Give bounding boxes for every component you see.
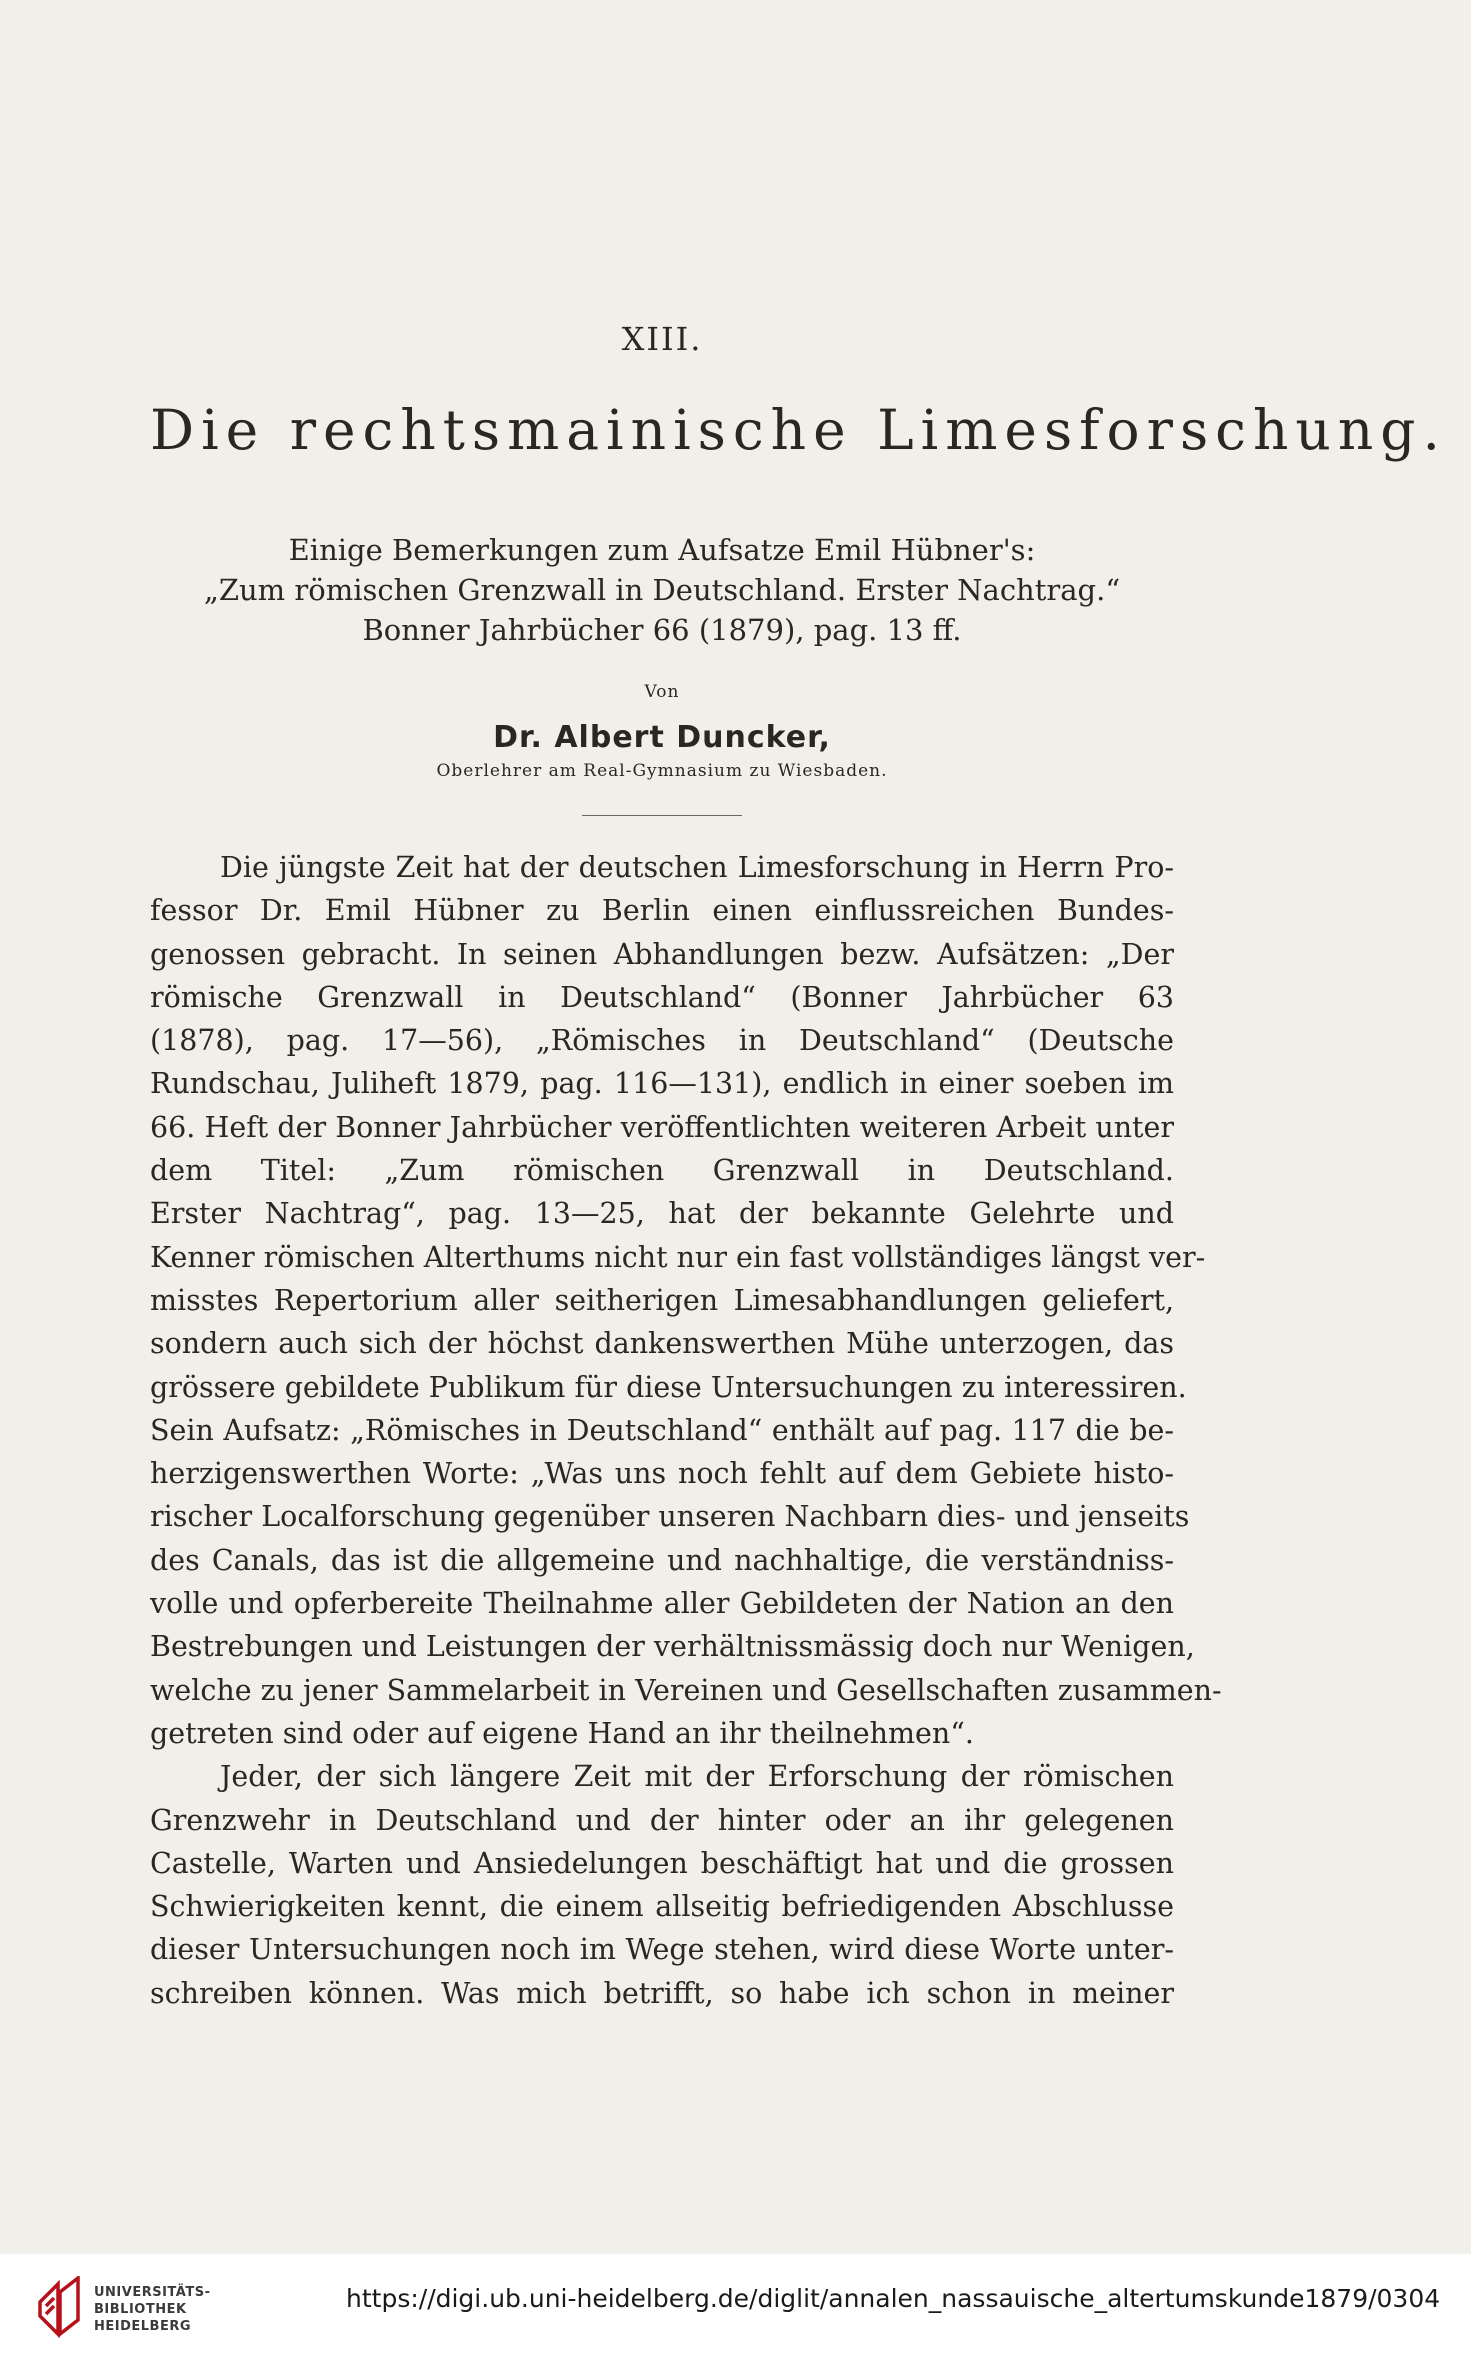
body-line: sondern auch sich der höchst dankenswerthen Mühe unterzogen, das: [150, 1327, 1174, 1361]
body-line: getreten sind oder auf eigene Hand an ihr theilnehmen“.: [150, 1716, 974, 1750]
body-line: grössere gebildete Publikum für diese Untersuchungen zu interessiren.: [150, 1370, 1187, 1404]
body-line: herzigenswerthen Worte: „Was uns noch fehlt auf dem Gebiete histo-: [150, 1457, 1174, 1491]
body-text: [150, 846, 1222, 2015]
permalink-url[interactable]: https://digi.ub.uni-heidelberg.de/diglit/annalen_nassauische_altertumskunde1879/0304: [346, 2284, 1441, 2313]
body-line: Schwierigkeiten kennt, die einem allseitig befriedigenden Abschlusse: [150, 1890, 1174, 1924]
article-subtitle: [150, 530, 1174, 650]
body-line: schreiben können. Was mich betrifft, so habe ich schon in meiner: [150, 1976, 1174, 2010]
body-line: Grenzwehr in Deutschland und der hinter oder an ihr gelegenen: [150, 1803, 1174, 1837]
body-line: dem Titel: „Zum römischen Grenzwall in Deutschland.: [150, 1154, 1174, 1188]
library-name-line: BIBLIOTHEK: [94, 2302, 187, 2317]
article-title: Die rechtsmainische Limesforschung.: [150, 398, 1447, 462]
body-line: 66. Heft der Bonner Jahrbücher veröffentlichten weiteren Arbeit unter: [150, 1110, 1174, 1144]
subtitle-line: „Zum römischen Grenzwall in Deutschland. Erster Nachtrag.“: [203, 573, 1121, 607]
body-line: des Canals, das ist die allgemeine und nachhaltige, die verständniss-: [150, 1543, 1174, 1577]
body-line: Die jüngste Zeit hat der deutschen Limesforschung in Herrn Pro-: [220, 851, 1174, 884]
body-line: Bestrebungen und Leistungen der verhältnissmässig doch nur Wenigen,: [150, 1630, 1195, 1664]
body-line: Rundschau, Juliheft 1879, pag. 116—131), endlich in einer soeben im: [150, 1067, 1174, 1101]
library-name-line: HEIDELBERG: [94, 2319, 192, 2334]
body-line: Castelle, Warten und Ansiedelungen beschäftigt hat und die grossen: [150, 1846, 1174, 1880]
body-line: römische Grenzwall in Deutschland“ (Bonner Jahrbücher 63: [150, 980, 1174, 1014]
body-line: (1878), pag. 17—56), „Römisches in Deutschland“ (Deutsche: [150, 1024, 1174, 1058]
author-affiliation: Oberlehrer am Real-Gymnasium zu Wiesbaden.: [436, 761, 888, 781]
body-line: Jeder, der sich längere Zeit mit der Erforschung der römischen: [220, 1760, 1174, 1794]
chapter-number: XIII.: [621, 320, 703, 358]
library-name: [94, 2284, 210, 2335]
body-line: dieser Untersuchungen noch im Wege stehen, wird diese Worte unter-: [150, 1933, 1174, 1967]
viewer-footer: [0, 2254, 1471, 2363]
page-content: [150, 320, 1447, 2015]
body-line: fessor Dr. Emil Hübner zu Berlin einen einflussreichen Bundes-: [150, 894, 1174, 928]
author-name: Dr. Albert Duncker,: [493, 720, 831, 755]
library-name-line: UNIVERSITÄTS-: [94, 2285, 211, 2300]
body-line: welche zu jener Sammelarbeit in Vereinen und Gesellschaften zusammen-: [150, 1673, 1222, 1707]
subtitle-line: Einige Bemerkungen zum Aufsatze Emil Hübner's:: [288, 533, 1036, 567]
ub-heidelberg-logo-icon[interactable]: [36, 2276, 82, 2340]
body-line: genossen gebracht. In seinen Abhandlungen bezw. Aufsätzen: „Der: [150, 937, 1174, 971]
subtitle-line: Bonner Jahrbücher 66 (1879), pag. 13 ff.: [362, 613, 962, 647]
body-line: misstes Repertorium aller seitherigen Limesabhandlungen geliefert,: [150, 1283, 1174, 1317]
byline-von: Von: [644, 682, 680, 702]
separator-rule: [582, 815, 742, 816]
body-line: Sein Aufsatz: „Römisches in Deutschland“ enthält auf pag. 117 die be-: [150, 1413, 1174, 1447]
body-line: volle und opferbereite Theilnahme aller Gebildeten der Nation an den: [150, 1587, 1174, 1621]
body-line: Erster Nachtrag“, pag. 13—25, hat der bekannte Gelehrte und: [150, 1197, 1174, 1231]
body-line: rischer Localforschung gegenüber unseren Nachbarn dies- und jenseits: [150, 1500, 1190, 1534]
body-line: Kenner römischen Alterthums nicht nur ein fast vollständiges längst ver-: [150, 1240, 1206, 1274]
